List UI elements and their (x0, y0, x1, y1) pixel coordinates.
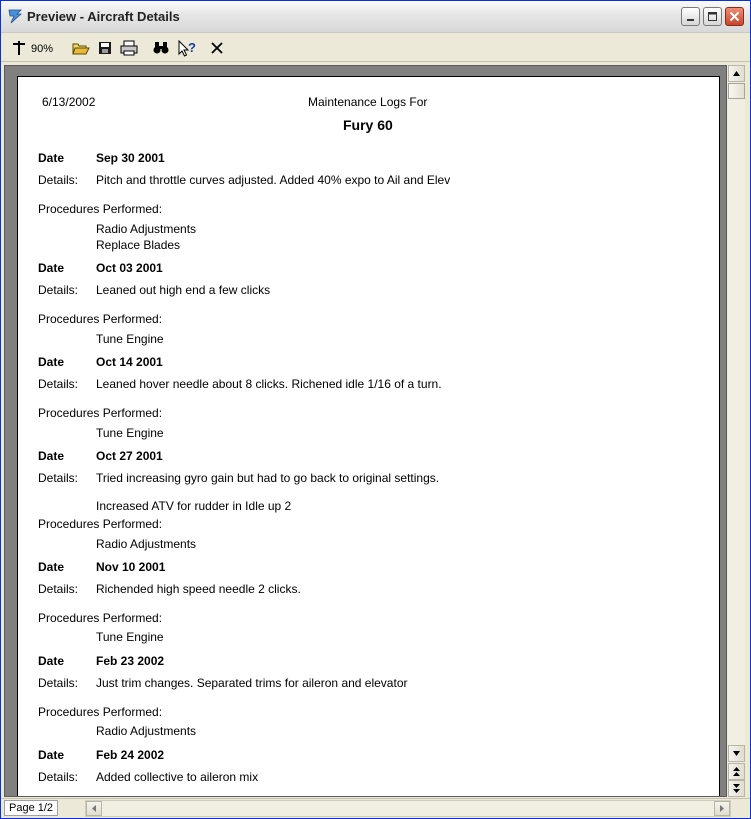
previous-page-button[interactable] (728, 763, 745, 780)
zoom-icon[interactable] (11, 38, 27, 58)
procedures-label: Procedures Performed: (38, 705, 163, 719)
entry-details-continued: Increased ATV for rudder in Idle up 2 (96, 499, 292, 513)
double-arrow-up-icon (729, 764, 744, 779)
scroll-down-button[interactable] (728, 745, 745, 762)
date-label: Date (38, 654, 65, 668)
date-label: Date (38, 748, 65, 762)
vertical-scrollbar[interactable] (728, 65, 745, 797)
minimize-button[interactable] (681, 7, 700, 26)
procedure-item: Tune Engine (96, 630, 164, 644)
print-date: 6/13/2002 (42, 95, 96, 109)
entry-details: Tried increasing gyro gain but had to go back to original settings. (96, 471, 440, 485)
date-label: Date (38, 449, 65, 463)
zoom-level[interactable]: 90% (31, 43, 54, 55)
horizontal-scrollbar[interactable] (85, 800, 731, 817)
arrow-down-icon (729, 746, 744, 761)
entry-details: Pitch and throttle curves adjusted. Added 40% expo to Ail and Elev (96, 173, 451, 187)
scroll-right-button[interactable] (714, 801, 730, 816)
toolbar (1, 34, 750, 62)
entry-details: Leaned out high end a few clicks (96, 283, 271, 297)
date-label: Date (38, 560, 65, 574)
close-preview-icon[interactable] (209, 38, 225, 58)
entry-details: Leaned hover needle about 8 clicks. Richened idle 1/16 of a turn. (96, 377, 442, 391)
find-binoculars-icon[interactable] (152, 38, 170, 58)
app-logo-icon (6, 7, 24, 25)
procedure-item: Radio Adjustments (96, 537, 197, 551)
entry-date: Oct 03 2001 (96, 261, 163, 275)
scroll-up-button[interactable] (728, 65, 745, 82)
entry-details: Richended high speed needle 2 clicks. (96, 582, 301, 596)
arrow-left-icon (87, 802, 101, 815)
context-help-icon[interactable] (177, 38, 197, 58)
report-heading: Maintenance Logs For (308, 95, 428, 109)
entry-date: Feb 24 2002 (96, 748, 165, 762)
details-label: Details: (38, 377, 79, 391)
procedure-item: Radio Adjustments (96, 724, 197, 738)
procedure-item: Radio Adjustments (96, 222, 197, 236)
procedure-item: Replace Blades (96, 238, 181, 252)
open-folder-icon[interactable] (72, 38, 90, 58)
title-bar (1, 1, 750, 33)
details-label: Details: (38, 770, 79, 784)
scroll-left-button[interactable] (86, 801, 102, 816)
procedures-label: Procedures Performed: (38, 517, 163, 531)
entry-date: Sep 30 2001 (96, 151, 165, 165)
entry-date: Oct 14 2001 (96, 355, 163, 369)
arrow-right-icon (715, 802, 729, 815)
date-label: Date (38, 355, 65, 369)
minimize-icon (682, 8, 699, 25)
procedure-item: Tune Engine (96, 426, 164, 440)
details-label: Details: (38, 676, 79, 690)
page-indicator: Page 1/2 (4, 800, 58, 816)
procedures-label: Procedures Performed: (38, 202, 163, 216)
status-bar (1, 798, 750, 818)
double-arrow-down-icon (729, 781, 744, 796)
details-label: Details: (38, 582, 79, 596)
arrow-up-icon (729, 66, 744, 81)
procedure-item: Tune Engine (96, 332, 164, 346)
details-label: Details: (38, 283, 79, 297)
scroll-thumb[interactable] (728, 83, 745, 99)
procedures-label: Procedures Performed: (38, 312, 163, 326)
date-label: Date (38, 151, 65, 165)
details-label: Details: (38, 173, 79, 187)
save-icon[interactable] (97, 38, 113, 58)
close-window-button[interactable] (725, 7, 744, 26)
maximize-button[interactable] (703, 7, 722, 26)
print-icon[interactable] (120, 38, 138, 58)
procedures-label: Procedures Performed: (38, 611, 163, 625)
close-icon (726, 8, 743, 25)
svg-text:?: ? (188, 40, 196, 55)
entry-details: Added collective to aileron mix (96, 770, 259, 784)
window-title: Preview - Aircraft Details (27, 9, 180, 24)
entry-date: Feb 23 2002 (96, 654, 165, 668)
entry-details: Just trim changes. Separated trims for aileron and elevator (96, 676, 408, 690)
entry-date: Nov 10 2001 (96, 560, 166, 574)
next-page-button[interactable] (728, 780, 745, 797)
procedures-label: Procedures Performed: (38, 406, 163, 420)
aircraft-name: Fury 60 (343, 117, 393, 133)
report-page (17, 76, 720, 797)
date-label: Date (38, 261, 65, 275)
details-label: Details: (38, 471, 79, 485)
maximize-icon (704, 8, 721, 25)
preview-viewport[interactable] (4, 65, 727, 797)
entry-date: Oct 27 2001 (96, 449, 163, 463)
